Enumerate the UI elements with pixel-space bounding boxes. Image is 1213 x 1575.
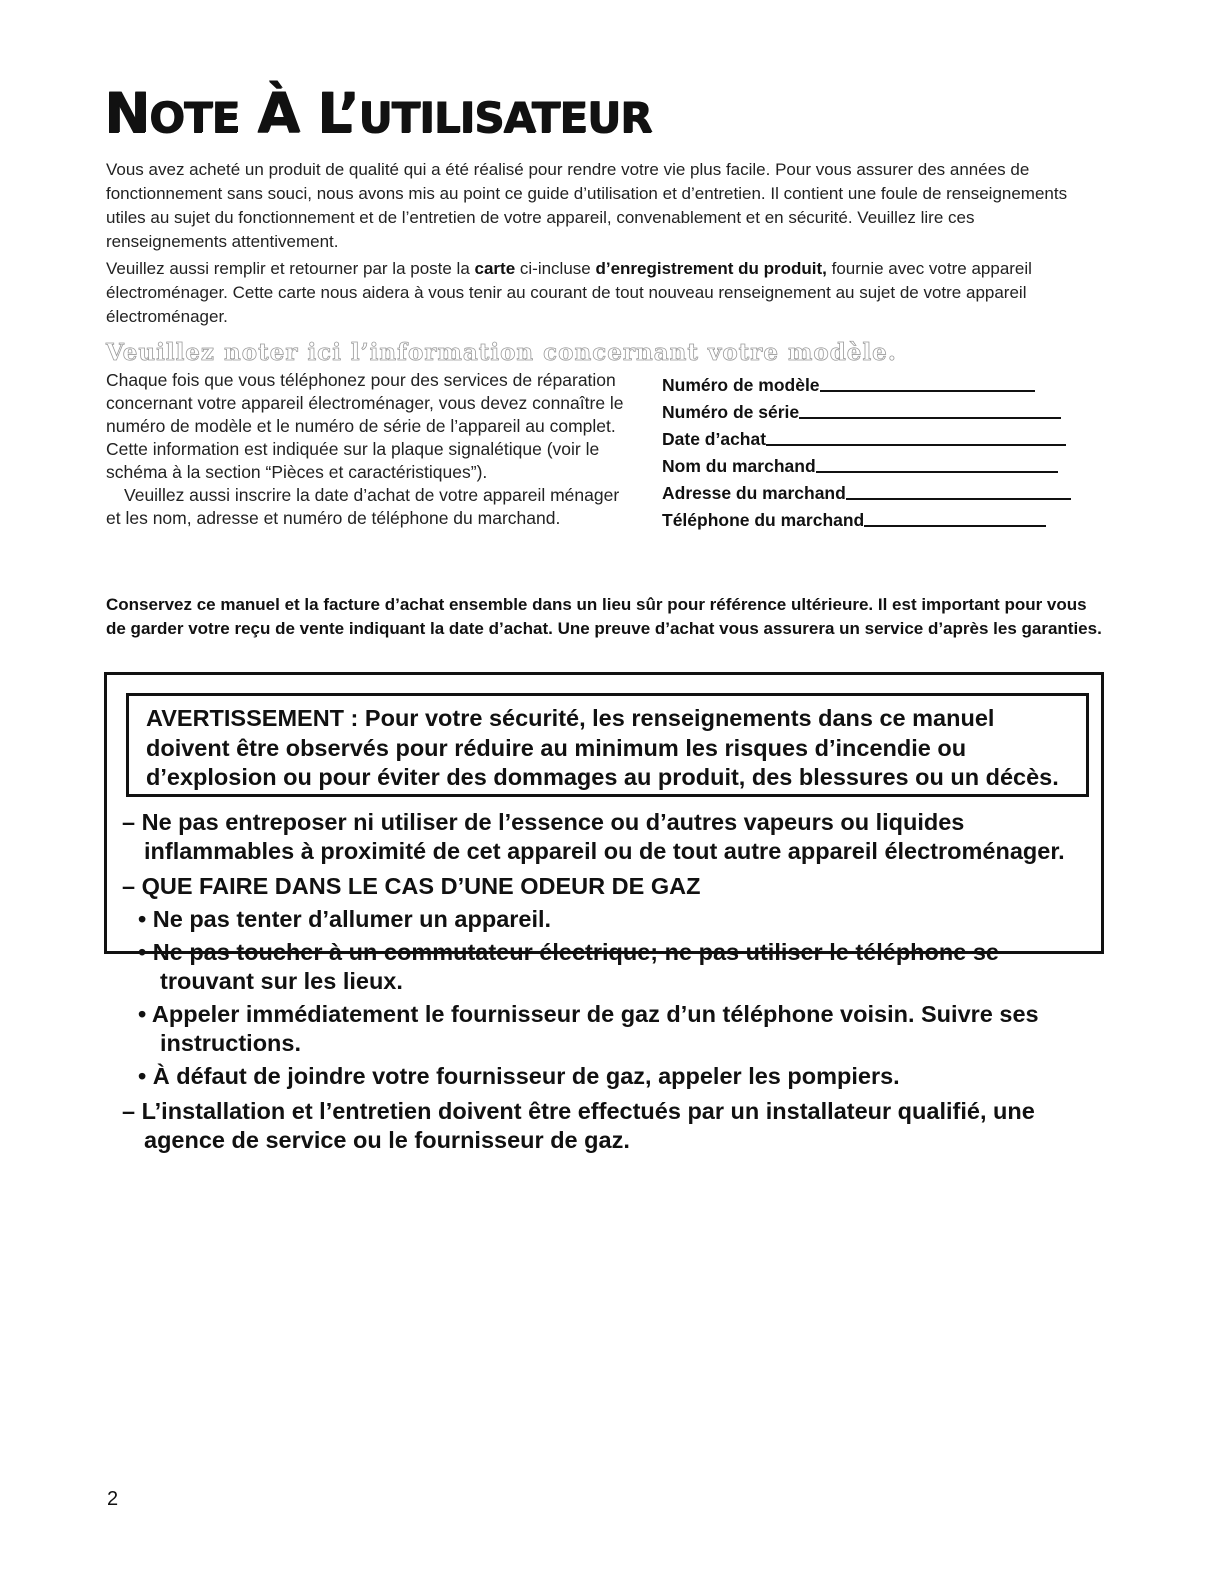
model-number-label: Numéro de modèle	[662, 375, 820, 395]
intro-bold-registration: d’enregistrement du produit,	[595, 259, 827, 278]
serial-number-blank[interactable]	[799, 417, 1061, 419]
intro-text: fournie avec votre appareil électroménager. Cette carte nous aidera à vous tenir au courant de tout nouveau renseignement au sujet de votre appareil électroménager.	[106, 259, 1032, 326]
warning-item-installation: – L’installation et l’entretien doivent être effectués par un installateur qualifié, une agence de service ou le fournisseur de gaz.	[122, 1098, 1035, 1153]
model-number-blank[interactable]	[820, 390, 1035, 392]
instructions-paragraph-2: Veuillez aussi inscrire la date d’achat de votre appareil ménager et les nom, adresse et numéro de téléphone du marchand.	[106, 485, 620, 528]
gas-odor-step-4: • À défaut de joindre votre fournisseur de gaz, appeler les pompiers.	[138, 1063, 900, 1089]
dealer-name-label: Nom du marchand	[662, 456, 816, 476]
gas-odor-step-2: • Ne pas toucher à un commutateur électrique; ne pas utiliser le téléphone se trouvant sur les lieux.	[138, 939, 999, 994]
page-title	[104, 72, 651, 159]
intro-paragraph-1: Vous avez acheté un produit de qualité qui a été réalisé pour rendre votre vie plus facile. Pour vous assurer des années de fonctionnement sans souci, nous avons mis au point ce guide d’utilisation et d’entretien. Il contient une foule de renseignements utiles au sujet du fonctionnement et de l’entretien de votre appareil, convenablement et en sécurité. Veuillez lire ces renseignements attentivement.	[106, 160, 1068, 251]
warning-item-gas-odor: – QUE FAIRE DANS LE CAS D’UNE ODEUR DE GAZ	[122, 873, 701, 899]
serial-number-row	[662, 396, 1107, 423]
intro-bold-carte: carte	[474, 259, 516, 278]
gas-odor-step-1: • Ne pas tenter d’allumer un appareil.	[138, 906, 552, 932]
serial-number-label: Numéro de série	[662, 402, 800, 422]
warning-header-line: d’explosion ou pour éviter des dommages au produit, des blessures ou un décès.	[146, 764, 1059, 790]
keep-manual-note: Conservez ce manuel et la facture d’achat ensemble dans un lieu sûr pour référence ultérieure. Il est important pour vous de garder votre reçu de vente indiquant la date d’achat. Une preuve d’achat vous assurera un service d’après les garanties.	[106, 595, 1102, 638]
title-part-ote: OTE	[149, 93, 240, 142]
warning-list	[122, 808, 1097, 1155]
purchase-date-row	[662, 423, 1107, 450]
section-heading: Veuillez noter ici l’information concernant votre modèle.	[106, 339, 897, 366]
purchase-date-blank[interactable]	[766, 444, 1066, 446]
dealer-address-blank[interactable]	[846, 498, 1071, 500]
warning-header-box	[126, 693, 1089, 797]
title-initial-n: N	[104, 81, 150, 145]
model-info-instructions	[106, 369, 631, 530]
warning-header-line: AVERTISSEMENT : Pour votre sécurité, les renseignements dans ce manuel	[146, 705, 995, 731]
dealer-phone-label: Téléphone du marchand	[662, 510, 865, 530]
dealer-name-blank[interactable]	[816, 471, 1058, 473]
dealer-phone-row	[662, 504, 1107, 531]
instructions-paragraph-1: Chaque fois que vous téléphonez pour des services de réparation concernant votre appareil électroménager, vous devez connaître le numéro de modèle et le numéro de série de l’appareil au complet. Cette information est indiquée sur la plaque signalétique (voir le schéma à la section “Pièces et caractéristiques”).	[106, 370, 624, 482]
purchase-date-label: Date d’achat	[662, 429, 767, 449]
dealer-phone-blank[interactable]	[864, 525, 1046, 527]
title-part-a: À	[257, 81, 299, 145]
intro-paragraph-2	[106, 257, 1096, 329]
dealer-address-row	[662, 477, 1107, 504]
intro-text: Veuillez aussi remplir et retourner par la poste la	[106, 259, 475, 278]
dealer-name-row	[662, 450, 1107, 477]
product-record-form	[662, 369, 1107, 531]
page-number: 2	[107, 1488, 119, 1510]
warning-item-gasoline: – Ne pas entreposer ni utiliser de l’essence ou d’autres vapeurs ou liquides inflammables à proximité de cet appareil ou de tout autre appareil électroménager.	[122, 809, 1065, 864]
gas-odor-step-3: • Appeler immédiatement le fournisseur de gaz d’un téléphone voisin. Suivre ses instructions.	[138, 1001, 1039, 1056]
model-number-row	[662, 369, 1107, 396]
title-part-l: L’	[316, 81, 359, 145]
warning-header-line: doivent être observés pour réduire au minimum les risques d’incendie ou	[146, 734, 967, 761]
intro-text: ci-incluse	[515, 259, 596, 278]
dealer-address-label: Adresse du marchand	[662, 483, 846, 503]
title-part-utilisateur: UTILISATEUR	[358, 93, 652, 142]
